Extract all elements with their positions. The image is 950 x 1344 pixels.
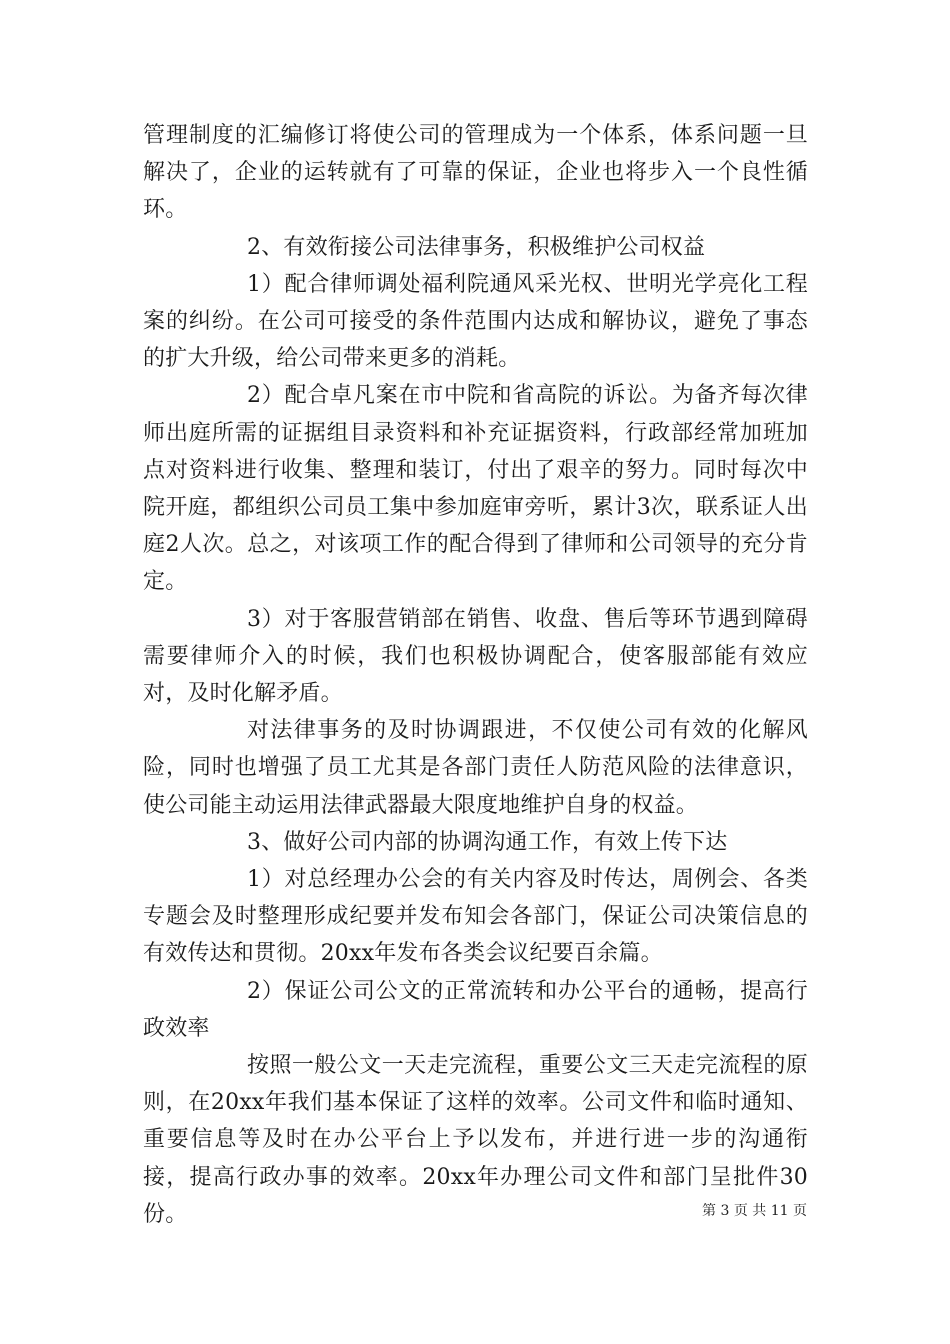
paragraph-legal-summary: 对法律事务的及时协调跟进，不仅使公司有效的化解风险，同时也增强了员工尤其是各部门责任人防范风险的法律意识，使公司能主动运用法律武器最大限度地维护自身的权益。	[143, 718, 808, 818]
paragraph-communication-item-1: 1）对总经理办公会的有关内容及时传达，周例会、各类专题会及时整理形成纪要并发布知会各部门，保证公司决策信息的有效传达和贯彻。20xx年发布各类会议纪要百余篇。	[143, 867, 808, 967]
document-body	[143, 117, 808, 1233]
section-heading-communication: 3、做好公司内部的协调沟通工作，有效上传下达	[247, 829, 728, 855]
page-number-label: 第 3 页 共 11 页	[702, 1203, 807, 1219]
paragraph-1: 管理制度的汇编修订将使公司的管理成为一个体系，体系问题一旦解决了，企业的运转就有了可靠的保证，企业也将步入一个良性循环。	[143, 123, 808, 223]
page-footer	[702, 1202, 807, 1220]
paragraph-legal-item-3: 3）对于客服营销部在销售、收盘、售后等环节遇到障碍需要律师介入的时候，我们也积极协调配合，使客服部能有效应对，及时化解矛盾。	[143, 606, 808, 707]
section-heading-legal-affairs: 2、有效衔接公司法律事务，积极维护公司权益	[247, 234, 706, 260]
paragraph-legal-item-2: 2）配合卓凡案在市中院和省高院的诉讼。为备齐每次律师出庭所需的证据组目录资料和补充证据资料，行政部经常加班加点对资料进行收集、整理和装订，付出了艰辛的努力。同时每次中院开庭，都组织公司员工集中参加庭审旁听，累计3次，联系证人出庭2人次。总之，对该项工作的配合得到了律师和公司领导的充分肯定。	[143, 383, 808, 595]
paragraph-communication-item-2: 2）保证公司公文的正常流转和办公平台的通畅，提高行政效率	[143, 978, 808, 1041]
paragraph-legal-item-1: 1）配合律师调处福利院通风采光权、世明光学亮化工程案的纠纷。在公司可接受的条件范围内达成和解协议，避免了事态的扩大升级，给公司带来更多的消耗。	[143, 271, 808, 372]
paragraph-efficiency: 按照一般公文一天走完流程，重要公文三天走完流程的原则，在20xx年我们基本保证了这样的效率。公司文件和临时通知、重要信息等及时在办公平台上予以发布，并进行进一步的沟通衔接，提高行政办事的效率。20xx年办理公司文件和部门呈批件30份。	[143, 1053, 808, 1227]
